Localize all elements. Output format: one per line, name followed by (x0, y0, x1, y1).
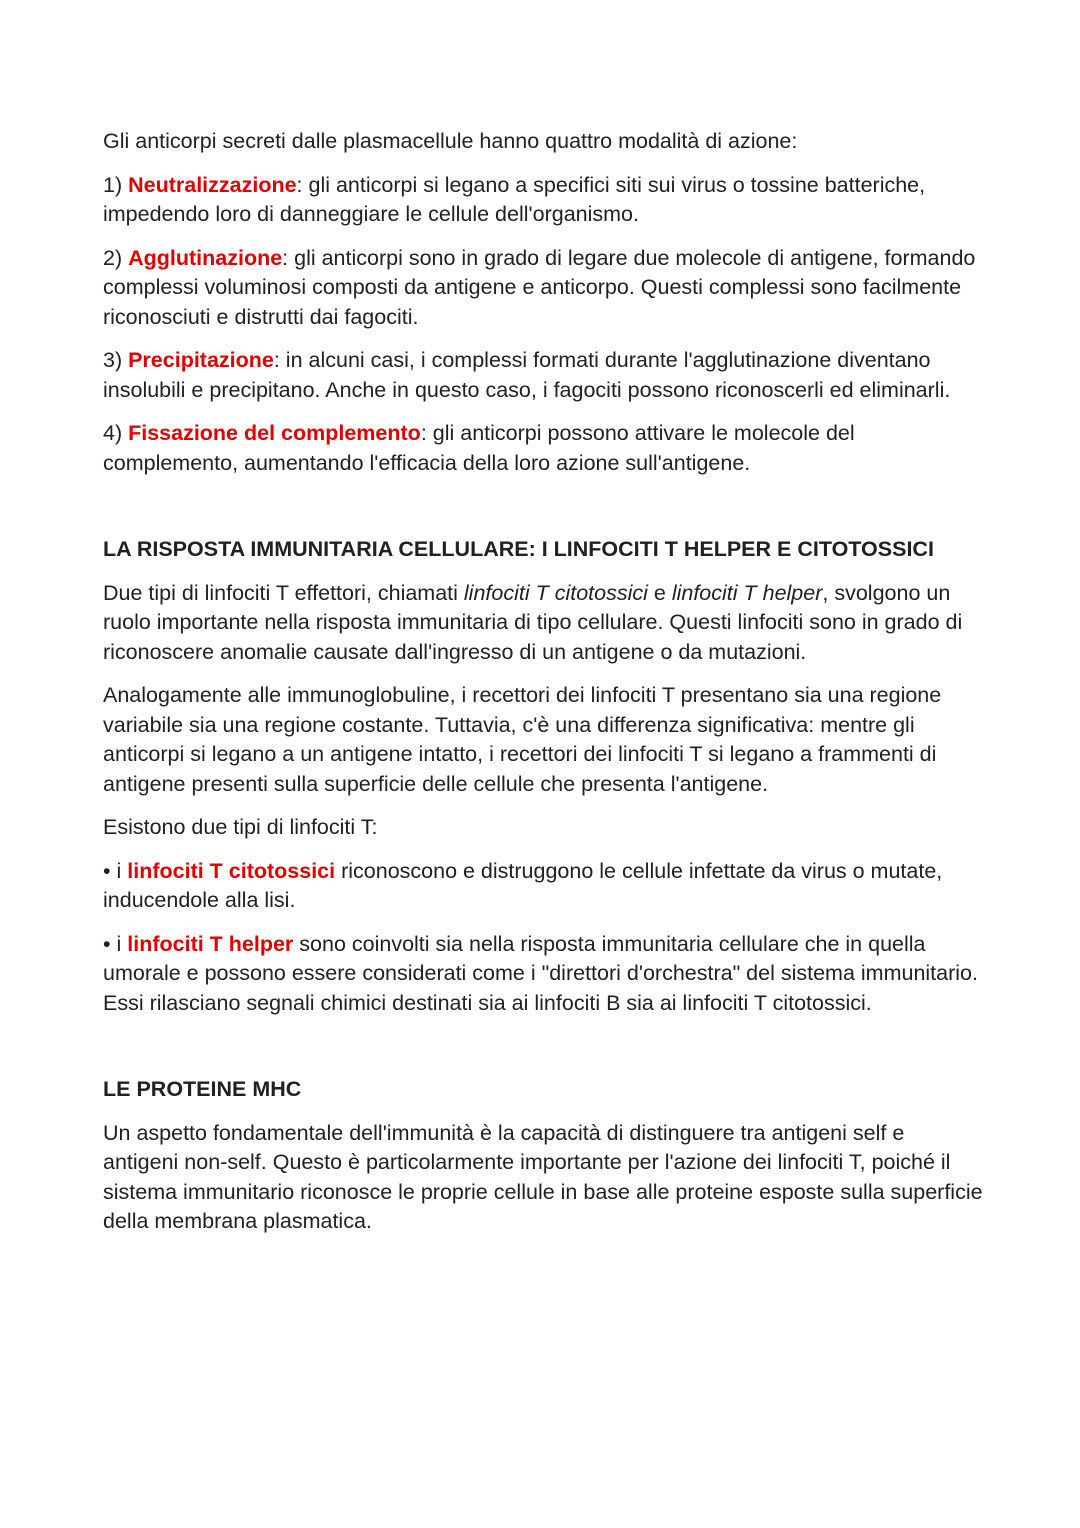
mode-item-precipitazione (103, 346, 983, 405)
bullet-prefix: • i (103, 858, 128, 883)
intro-paragraph: Gli anticorpi secreti dalle plasmacellule hanno quattro modalità di azione: (103, 129, 798, 153)
mode-item-agglutinazione (103, 244, 983, 333)
section2-paragraph-1: Un aspetto fondamentale dell'immunità è la capacità di distinguere tra antigeni self e antigeni non-self. Questo è particolarmente importante per l'azione dei linfociti T, poiché il sistema immunitario riconosce le proprie cellule in base alle proteine esposte sulla superficie della membrana plasmatica. (103, 1120, 983, 1233)
mode-item-fissazione (103, 419, 983, 478)
bullet-text: sono coinvolti sia nella risposta immunitaria cellulare che in quella umorale e possono essere considerati come i "direttori d'orchestra" del sistema immunitario. Essi rilasciano segnali chimici destinati sia ai linfociti B sia ai linfociti T citotossici. (103, 931, 978, 1015)
mode-number: 1) (103, 172, 129, 197)
italic-term: linfociti T citotossici (463, 580, 648, 605)
mode-number: 2) (103, 245, 129, 270)
section1-paragraph-2: Analogamente alle immunoglobuline, i recettori dei linfociti T presentano sia una regione variabile sia una regione costante. Tuttavia, c'è una differenza significativa: mentre gli anticorpi si legano a un antigene intatto, i recettori dei linfociti T si legano a frammenti di antigene presenti sulla superficie delle cellule che presenta l'antigene. (103, 683, 942, 796)
mode-term: Neutralizzazione (128, 172, 297, 197)
mode-number: 3) (103, 348, 129, 372)
mode-text: : in alcuni casi, i complessi formati durante l'agglutinazione diventano insolubili e precipitano. Anche in questo caso, i fagociti possono riconoscerli ed eliminarli. (103, 348, 951, 402)
mode-term: Precipitazione (128, 348, 274, 372)
section-heading-risposta-cellulare: LA RISPOSTA IMMUNITARIA CELLULARE: I LINFOCITI T HELPER E CITOTOSSICI (103, 537, 934, 561)
mode-text: : gli anticorpi possono attivare le molecole del complemento, aumentando l'efficacia della loro azione sull'antigene. (103, 421, 855, 475)
text-run: Due tipi di linfociti T effettori, chiamati (103, 580, 464, 605)
mode-text: : gli anticorpi sono in grado di legare due molecole di antigene, formando complessi voluminosi composti da antigene e anticorpo. Questi complessi sono facilmente riconosciuti e distrutti dai fagociti. (103, 245, 976, 329)
text-run: e (647, 580, 672, 605)
bullet-item-helper (103, 930, 983, 1019)
mode-text: : gli anticorpi si legano a specifici siti sui virus o tossine batteriche, impedendo loro di danneggiare le cellule dell'organismo. (103, 172, 926, 226)
document-page (103, 127, 983, 1251)
mode-term: Agglutinazione (128, 245, 283, 270)
bullet-term: linfociti T citotossici (127, 858, 336, 883)
bullet-text: riconoscono e distruggono le cellule infettate da virus o mutate, inducendole alla lisi. (103, 858, 943, 912)
bullet-item-citotossici (103, 857, 983, 916)
section1-paragraph-1 (103, 579, 983, 668)
section1-paragraph-3: Esistono due tipi di linfociti T: (103, 815, 378, 839)
section-heading-proteine-mhc: LE PROTEINE MHC (103, 1077, 302, 1101)
mode-item-neutralizzazione (103, 171, 983, 230)
bullet-prefix: • i (103, 931, 128, 956)
italic-term: linfociti T helper (671, 580, 823, 605)
mode-term: Fissazione del complemento (128, 421, 421, 445)
text-run: , svolgono un ruolo importante nella risposta immunitaria di tipo cellulare. Questi linfociti sono in grado di riconoscere anomalie causate dall'ingresso di un antigene o da mutazioni. (103, 580, 963, 664)
bullet-term: linfociti T helper (127, 931, 294, 956)
mode-number: 4) (103, 421, 129, 445)
